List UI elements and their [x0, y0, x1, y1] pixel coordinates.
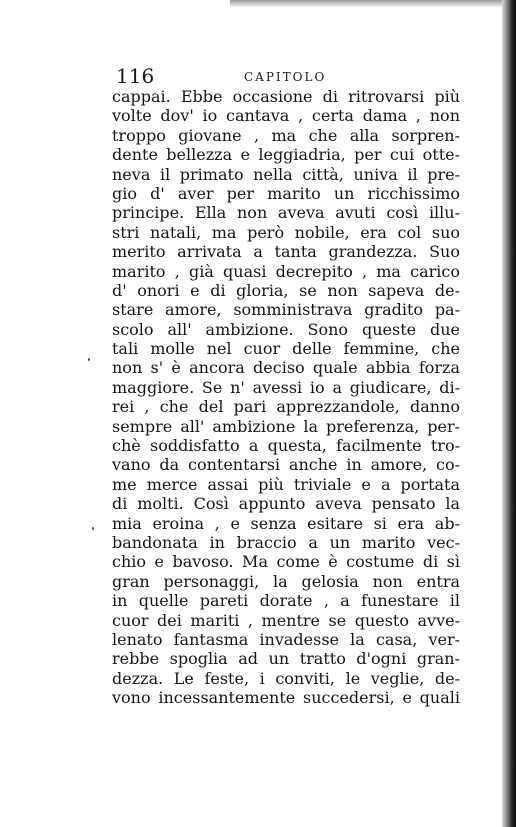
- text-line: principe. Ella non aveva avuti così illu-: [112, 203, 460, 223]
- text-line: bandonata in braccio a un marito vec-: [112, 532, 460, 552]
- text-line: troppo giovane , ma che alla sorpren-: [112, 125, 460, 145]
- text-line: marito , già quasi decrepito , ma carico: [112, 261, 460, 281]
- text-line: vono incessantemente succedersi, e quali: [112, 688, 460, 708]
- text-line: non s' è ancora deciso quale abbia forza: [112, 358, 460, 378]
- page-number: 116: [116, 64, 155, 88]
- page-header: [116, 64, 460, 88]
- text-line: me merce assai più triviale e a portata: [112, 474, 460, 494]
- text-line: rebbe spoglia ad un tratto d'ogni gran-: [112, 649, 460, 669]
- text-line: sempre all' ambizione la preferenza, per-: [112, 416, 460, 436]
- text-line: rei , che del pari apprezzandole, danno: [112, 397, 460, 417]
- text-line: gio d' aver per marito un ricchissimo: [112, 183, 460, 203]
- scan-edge-right: [502, 0, 516, 827]
- text-line: dente bellezza e leggiadria, per cui otte-: [112, 145, 460, 165]
- scan-shadow-top: [230, 0, 516, 8]
- text-line: d' onori e di gloria, se non sapeva de-: [112, 280, 460, 300]
- text-line: merito arrivata a tanta grandezza. Suo: [112, 242, 460, 262]
- text-line: cappai. Ebbe occasione di ritrovarsi più: [112, 87, 460, 106]
- text-line: in quelle pareti dorate , a funestare il: [112, 591, 460, 611]
- text-line: lenato fantasma invadesse la casa, ver-: [112, 629, 460, 649]
- running-head: CAPITOLO: [244, 70, 327, 84]
- text-line: neva il primato nella città, univa il pre-: [112, 164, 460, 184]
- text-line: stri natali, ma però nobile, era col suo: [112, 222, 460, 242]
- text-line: chè soddisfatto a questa, facilmente tro-: [112, 436, 460, 456]
- text-line: chio e bavoso. Ma come è costume di sì: [112, 552, 460, 572]
- text-line: vano da contentarsi anche in amore, co-: [112, 455, 460, 475]
- body-text: [112, 87, 460, 708]
- text-line: cuor dei mariti , mentre se questo avve-: [112, 610, 460, 630]
- text-line: mia eroina , e senza esitare si era ab-: [112, 513, 460, 533]
- text-line: volte dov' io cantava , certa dama , non: [112, 106, 460, 126]
- text-line: scolo all' ambizione. Sono queste due: [112, 319, 460, 339]
- text-line: gran personaggi, la gelosia non entra: [112, 571, 460, 591]
- text-line: di molti. Così appunto aveva pensato la: [112, 494, 460, 514]
- text-line: stare amore, somministrava gradito pa-: [112, 300, 460, 320]
- text-line: dezza. Le feste, i conviti, le veglie, de-: [112, 668, 460, 688]
- text-line: tali molle nel cuor delle femmine, che: [112, 339, 460, 359]
- text-line: maggiore. Se n' avessi io a giudicare, di-: [112, 377, 460, 397]
